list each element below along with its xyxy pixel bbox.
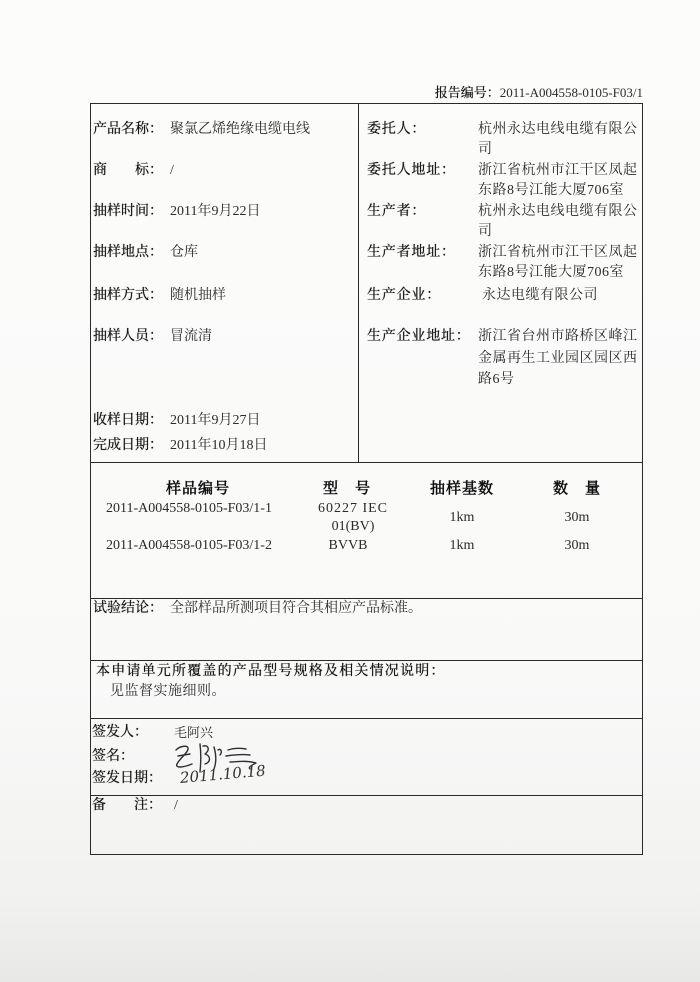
sample-no-header: 样品编号: [165, 481, 230, 497]
sampling-base-cell: 1km: [449, 510, 475, 525]
manufacturer-address-line: 浙江省台州市路桥区峰江: [478, 329, 638, 344]
producer-address-label: 生产者地址：: [367, 245, 456, 260]
sampling-base-header: 抽样基数: [429, 481, 494, 497]
manufacturer-address-line: 路6号: [478, 372, 515, 387]
section-divider: [90, 462, 643, 463]
issuer-label: 签发人：: [92, 725, 148, 740]
producer-address-line: 东路8号江能大厦706室: [478, 265, 624, 280]
column-divider: [358, 103, 359, 462]
conclusion-value: 全部样品所测项目符合其相应产品标准。: [170, 601, 422, 616]
receipt-date-value: 2011年9月27日: [170, 413, 261, 428]
remarks-label: 备 注：: [92, 798, 162, 813]
manufacturer-address-label: 生产企业地址：: [367, 329, 471, 344]
sampler-label: 抽样人员：: [93, 329, 163, 344]
client-address-label: 委托人地址：: [367, 163, 456, 178]
client-address-line: 东路8号江能大厦706室: [478, 183, 624, 198]
report-number: [405, 84, 643, 102]
manufacturer-value: 永达电缆有限公司: [482, 288, 598, 303]
section-divider: [90, 795, 643, 796]
sampling-time-value: 2011年9月22日: [170, 204, 261, 219]
receipt-date-label: 收样日期：: [93, 413, 163, 428]
sample-no-cell: 2011-A004558-0105-F03/1-2: [106, 538, 272, 553]
sampling-method-value: 随机抽样: [170, 288, 226, 303]
conclusion-label: 试验结论：: [93, 601, 163, 616]
model-cell-line: 01(BV): [331, 519, 375, 534]
sampling-place-label: 抽样地点：: [93, 245, 163, 260]
completion-date-label: 完成日期：: [93, 438, 163, 453]
sampler-value: 冒流清: [170, 329, 212, 344]
model-cell-line: 60227 IEC: [317, 501, 389, 516]
trademark-value: /: [170, 163, 174, 178]
model-cell-line: BVVB: [328, 538, 368, 553]
coverage-value: 见监督实施细则。: [110, 684, 226, 699]
trademark-label: 商 标：: [93, 163, 163, 178]
client-value-line: 司: [478, 142, 493, 157]
producer-label: 生产者：: [367, 204, 427, 219]
section-divider: [90, 598, 643, 599]
signature-label: 签名：: [92, 749, 134, 764]
issue-date-label: 签发日期：: [92, 771, 162, 786]
quantity-cell: 30m: [564, 510, 590, 525]
sampling-base-cell: 1km: [449, 538, 475, 553]
model-header: 型 号: [322, 481, 371, 497]
handwritten-issue-date: 2011.10.18: [179, 761, 267, 787]
sampling-place-value: 仓库: [170, 245, 198, 260]
completion-date-value: 2011年10月18日: [170, 438, 268, 453]
remarks-value: /: [174, 798, 178, 813]
manufacturer-label: 生产企业：: [367, 288, 441, 303]
producer-address-line: 浙江省杭州市江干区凤起: [478, 245, 638, 260]
manufacturer-address-line: 金属再生工业园区园区西: [478, 351, 638, 366]
producer-value-line: 杭州永达电线电缆有限公: [478, 204, 638, 219]
product-name-label: 产品名称：: [93, 122, 163, 137]
issuer-name: 毛阿兴: [174, 725, 214, 740]
coverage-title: 本申请单元所覆盖的产品型号规格及相关情况说明：: [96, 664, 446, 679]
sampling-time-label: 抽样时间：: [93, 204, 163, 219]
report-number-value: 2011-A004558-0105-F03/1: [499, 85, 643, 100]
quantity-cell: 30m: [564, 538, 590, 553]
report-number-label: 报告编号：: [434, 85, 500, 100]
sample-no-cell: 2011-A004558-0105-F03/1-1: [106, 501, 272, 516]
product-name-value: 聚氯乙烯绝缘电缆电线: [170, 122, 310, 137]
section-divider: [90, 660, 643, 661]
sampling-method-label: 抽样方式：: [93, 288, 163, 303]
quantity-header: 数 量: [552, 481, 601, 497]
client-label: 委托人：: [367, 122, 427, 137]
client-value-line: 杭州永达电线电缆有限公: [478, 122, 638, 137]
section-divider: [90, 718, 643, 719]
client-address-line: 浙江省杭州市江干区凤起: [478, 163, 638, 178]
producer-value-line: 司: [478, 224, 493, 239]
